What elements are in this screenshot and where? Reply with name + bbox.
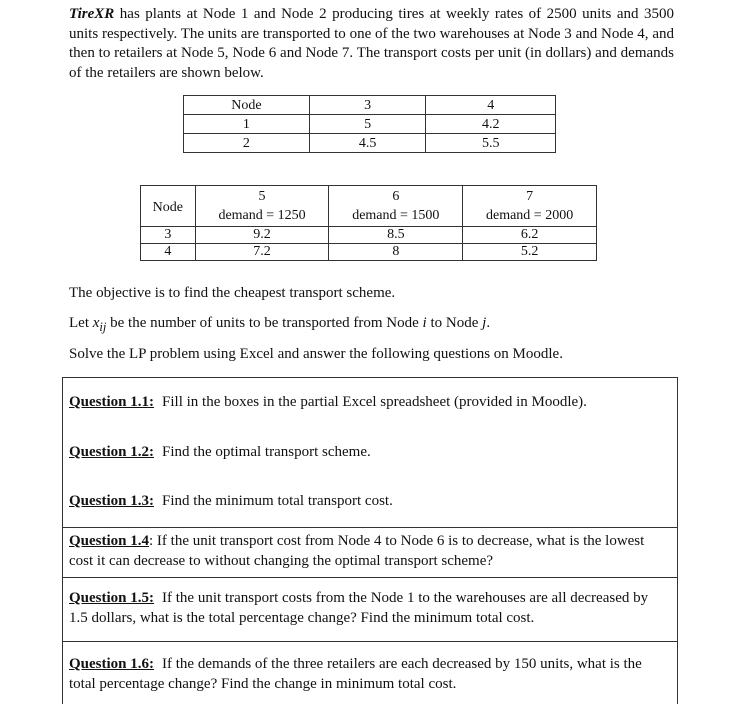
variable-definition-line — [69, 315, 490, 335]
question-label: Question 1.2: — [69, 444, 155, 460]
question-label: Question 1.5: — [69, 590, 155, 606]
text: to Node — [426, 315, 483, 331]
question-label: Question 1.3: — [69, 493, 155, 509]
table-cell: 4 — [426, 96, 556, 115]
text: be the number of units to be transported from Node — [106, 315, 423, 331]
table-cell: 8.5 — [329, 227, 463, 244]
question-box-1-4 — [62, 527, 678, 577]
question-box-1-1 — [62, 377, 678, 438]
question-box-1-2 — [62, 438, 678, 479]
text: Let — [69, 315, 93, 331]
table-row — [141, 227, 597, 244]
node-number: 7 — [526, 189, 534, 204]
math-var: x — [92, 315, 100, 331]
table-cell: 9.2 — [195, 227, 329, 244]
question-text: If the demands of the three retailers are each decreased by 150 units, what is the total percentage change? Find the change in minimum total cost. — [69, 656, 642, 692]
question-label: Question 1.6: — [69, 656, 155, 672]
company-name: TireXR — [69, 6, 115, 22]
table-row — [184, 115, 556, 134]
table-cell: 5 — [309, 115, 426, 134]
node-number: 6 — [392, 189, 400, 204]
math-sub: ij — [99, 320, 107, 334]
table-cell: 3 — [141, 227, 196, 244]
intro-paragraph — [69, 5, 674, 83]
table-cell — [195, 186, 329, 227]
question-text: Find the minimum total transport cost. — [162, 493, 393, 509]
table-cell: 4 — [141, 244, 196, 261]
warehouse-retailer-cost-table — [140, 185, 597, 261]
question-box-1-5 — [62, 577, 678, 641]
table-row — [184, 134, 556, 153]
text: . — [486, 315, 491, 331]
math-var: i — [422, 315, 427, 331]
demand-label: demand = 1500 — [352, 208, 440, 223]
plant-warehouse-cost-table — [183, 95, 556, 153]
question-text: : If the unit transport cost from Node 4 to Node 6 is to decrease, what is the lowest cost it can decrease to without changing the optimal transport scheme? — [69, 533, 645, 569]
question-text: Fill in the boxes in the partial Excel spreadsheet (provided in Moodle). — [162, 394, 587, 410]
table-cell: Node — [184, 96, 310, 115]
table-row — [141, 186, 597, 227]
math-var: j — [482, 315, 487, 331]
demand-label: demand = 2000 — [485, 208, 574, 223]
question-box-1-6 — [62, 641, 678, 704]
table-cell — [463, 186, 597, 227]
question-text: If the unit transport costs from the Node 1 to the warehouses are all decreased by 1.5 dollars, what is the total percentage change? Find the minimum total cost. — [69, 590, 649, 626]
table-cell: 5.5 — [426, 134, 556, 153]
table-row — [141, 244, 597, 261]
intro-text: has plants at Node 1 and Node 2 producing tires at weekly rates of 2500 units and 3500 units respectively. The units are transported to one of the two warehouses at Node 3 and Node 4, and then to retailers at Node 5, Node 6 and Node 7. The transport costs per unit (in dollars) and demands of the retailers are shown below. — [69, 6, 674, 81]
table-cell: Node — [141, 186, 196, 227]
table-cell: 8 — [329, 244, 463, 261]
demand-label: demand = 1250 — [218, 208, 306, 223]
question-label: Question 1.4 — [69, 533, 150, 549]
node-number: 5 — [258, 189, 266, 204]
table-cell: 7.2 — [195, 244, 329, 261]
solve-instruction-line: Solve the LP problem using Excel and answer the following questions on Moodle. — [69, 346, 563, 362]
table-cell: 2 — [184, 134, 310, 153]
table-cell: 1 — [184, 115, 310, 134]
table-cell: 5.2 — [463, 244, 597, 261]
objective-line: The objective is to find the cheapest transport scheme. — [69, 285, 396, 301]
table-cell: 4.2 — [426, 115, 556, 134]
question-text: Find the optimal transport scheme. — [162, 444, 371, 460]
table-row — [184, 96, 556, 115]
table-cell: 4.5 — [309, 134, 426, 153]
question-box-1-3 — [62, 479, 678, 527]
table-cell — [329, 186, 463, 227]
table-cell: 3 — [309, 96, 426, 115]
table-cell: 6.2 — [463, 227, 597, 244]
question-label: Question 1.1: — [69, 394, 155, 410]
